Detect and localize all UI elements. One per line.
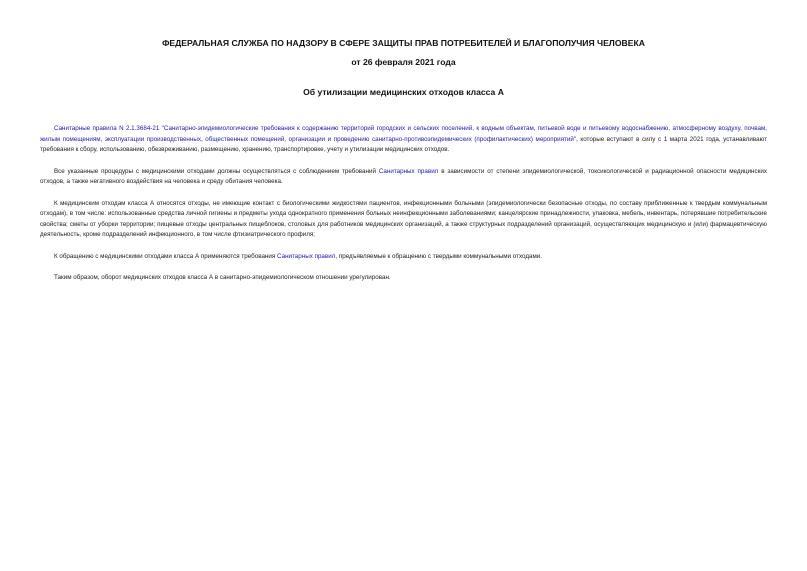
sanitary-rules-link-3[interactable]: Санитарных правил bbox=[277, 252, 336, 260]
paragraph-2-text-after: в зависимости от степени эпидемиологической, токсикологической и радиационной опасности медицинских отходов, а также негативного воздействия на человека и среду обитания человека. bbox=[40, 167, 767, 185]
document-date: от 26 февраля 2021 года bbox=[351, 57, 456, 67]
organization-heading: ФЕДЕРАЛЬНАЯ СЛУЖБА ПО НАДЗОРУ В СФЕРЕ ЗАЩИТЫ ПРАВ ПОТРЕБИТЕЛЕЙ И БЛАГОПОЛУЧИЯ ЧЕЛОВЕКА bbox=[162, 38, 645, 48]
paragraph-1 bbox=[40, 124, 767, 156]
document-title: Об утилизации медицинских отходов класса А bbox=[303, 87, 504, 97]
paragraph-4-text-after: , предъявляемые к обращению с твердыми коммунальными отходами. bbox=[335, 252, 542, 260]
paragraph-1-text: , которые вступают в силу с 1 марта 2021 года, устанавливают требования к сбору, использованию, обезвреживанию, размещению, хранению, транспортировке, учету и утилизации медицинских отходов. bbox=[40, 135, 767, 153]
sanitary-rules-link[interactable]: Санитарные правила N 2.1.3684-21 "Санитарно-эпидемиологические требования к содержанию территорий городских и сельских поселений, к водным объектам, питьевой воде и питьевому водоснабжению, атмосферному воздуху, почвам, жилым помещениям, эксплуатации производственных, общественных помещений, организации и проведению санитарно-противоэпидемических (профилактических) мероприятий" bbox=[40, 125, 767, 143]
paragraph-3: К медицинским отходам класса А относятся отходы, не имеющие контакт с биологическими жидкостями пациентов, инфекционными больными (эпидемиологически безопасные отходы, по составу приближенные к твердым коммунальным отходам), в том числе: использованные средства личной гигиены и предметы ухода однократного применения больных неинфекционными заболеваниями; канцелярские принадлежности, упаковка, мебель, инвентарь, потерявшие потребительские свойства; сметы от уборки территории; пищевые отходы центральных пищеблоков, столовых для работников медицинских организаций, а также структурных подразделений организаций, осуществляющих медицинскую и (или) фармацевтическую деятельность, кроме подразделений инфекционного, в том числе фтизиатрического профиля; bbox=[40, 199, 767, 238]
paragraph-5: Таким образом, оборот медицинских отходов класса А в санитарно-эпидемиологическом отношении урегулирован. bbox=[54, 274, 391, 281]
paragraph-2-text-before: Все указанные процедуры с медицинскими отходами должны осуществляться с соблюдением требований bbox=[54, 167, 379, 175]
paragraph-4 bbox=[40, 252, 767, 263]
sanitary-rules-link-2[interactable]: Санитарных правил bbox=[378, 167, 439, 175]
paragraph-2 bbox=[40, 167, 767, 188]
paragraph-4-text-before: К обращению с медицинскими отходами класса А применяются требования bbox=[54, 252, 278, 260]
document-body bbox=[40, 124, 767, 284]
